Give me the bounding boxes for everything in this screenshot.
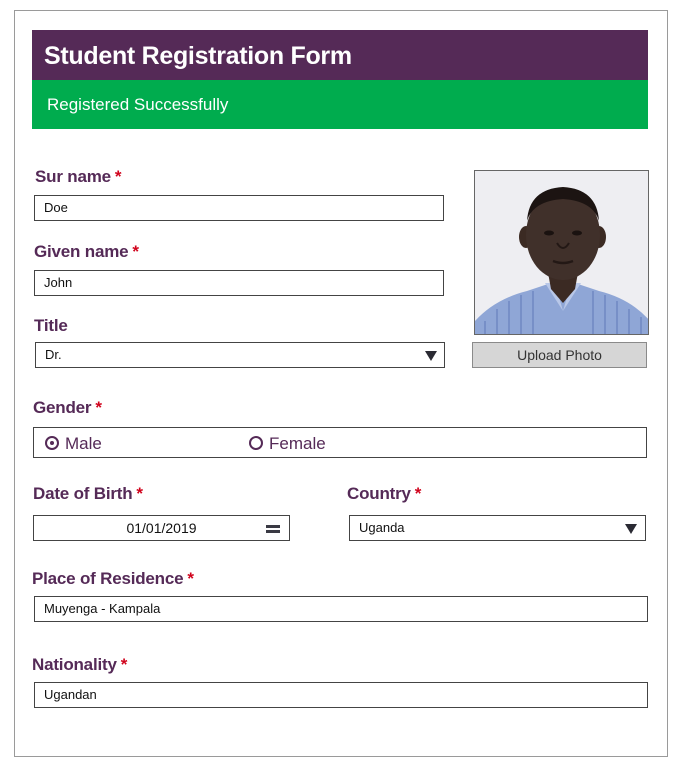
gender-radio-group bbox=[33, 427, 647, 458]
required-marker: * bbox=[114, 167, 122, 186]
required-marker: * bbox=[136, 484, 143, 503]
chevron-down-icon bbox=[625, 524, 637, 534]
country-select[interactable] bbox=[349, 515, 646, 541]
surname-input[interactable]: Doe bbox=[34, 195, 444, 221]
title-select-value: Dr. bbox=[45, 347, 62, 362]
nationality-label: Nationality * bbox=[32, 655, 128, 674]
required-marker: * bbox=[95, 398, 102, 417]
surname-label: Sur name * bbox=[35, 167, 122, 186]
country-label: Country * bbox=[347, 484, 422, 503]
student-photo bbox=[474, 170, 649, 335]
upload-photo-button[interactable]: Upload Photo bbox=[472, 342, 647, 368]
required-marker: * bbox=[132, 242, 139, 261]
required-marker: * bbox=[120, 655, 128, 674]
chevron-down-icon bbox=[425, 351, 437, 361]
residence-label: Place of Residence * bbox=[32, 569, 194, 588]
country-select-value: Uganda bbox=[359, 520, 405, 535]
required-marker: * bbox=[187, 569, 194, 588]
given-name-label: Given name * bbox=[34, 242, 139, 261]
required-marker: * bbox=[414, 484, 422, 503]
radio-selected-icon[interactable] bbox=[45, 436, 59, 450]
dob-value: 01/01/2019 bbox=[126, 520, 197, 536]
nationality-input[interactable]: Ugandan bbox=[34, 682, 648, 708]
given-name-input[interactable]: John bbox=[34, 270, 444, 296]
residence-input[interactable]: Muyenga - Kampala bbox=[34, 596, 648, 622]
form-title: Student Registration Form bbox=[32, 30, 648, 80]
dob-label: Date of Birth * bbox=[33, 484, 143, 503]
success-banner: Registered Successfully bbox=[32, 80, 648, 129]
title-select[interactable] bbox=[35, 342, 445, 368]
radio-unselected-icon[interactable] bbox=[249, 436, 263, 450]
student-photo-image bbox=[475, 171, 649, 335]
calendar-icon[interactable] bbox=[266, 525, 280, 533]
gender-option-female[interactable]: Female bbox=[249, 434, 326, 454]
gender-option-male[interactable]: Male bbox=[45, 434, 102, 454]
gender-label: Gender * bbox=[33, 398, 102, 417]
dob-input[interactable] bbox=[33, 515, 290, 541]
title-label: Title bbox=[34, 316, 68, 335]
